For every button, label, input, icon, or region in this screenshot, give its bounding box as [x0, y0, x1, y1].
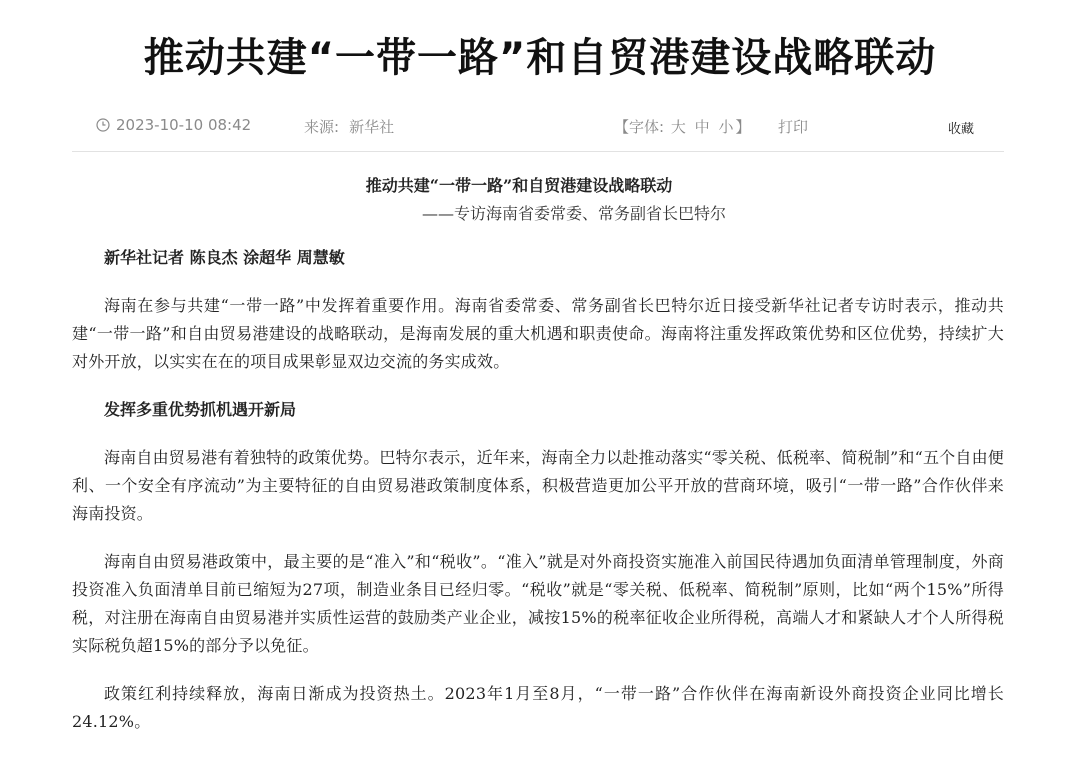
publish-datetime: 2023-10-10 08:42 — [116, 116, 252, 134]
article-sub-subtitle: ——专访海南省委常委、常务副省长巴特尔 — [421, 204, 726, 223]
font-size-label: 【字体: — [614, 118, 665, 136]
header-divider — [72, 151, 1004, 152]
font-size-medium-button[interactable]: 中 — [694, 118, 710, 136]
font-size-small-button[interactable]: 小 — [718, 118, 734, 136]
paragraph: 海南自由贸易港政策中，最主要的是“准入”和“税收”。“准入”就是对外商投资实施准入前国民待遇加负面清单管理制度，外商投资准入负面清单目前已缩短为27项，制造业条目已经归零。“税收”就是“零关税、低税率、简税制”原则，比如“两个15%”所得税，对注册在海南自由贸易港并实质性运营的鼓励类产业企业，减按15%的税率征收企业所得税，高端人才和紧缺人才个人所得税实际税负超15%的部分予以免征。 — [72, 552, 1004, 655]
byline: 新华社记者 陈良杰 涂超华 周慧敏 — [104, 248, 345, 267]
paragraph: 政策红利持续释放，海南日渐成为投资热土。2023年1月至8月，“一带一路”合作伙伴在海南新设外商投资企业同比增长24.12%。 — [72, 684, 1004, 731]
font-size-large-button[interactable]: 大 — [670, 118, 686, 136]
print-button[interactable]: 打印 — [778, 118, 809, 136]
article-meta-bar — [96, 112, 1004, 140]
article-body — [72, 172, 1004, 736]
publish-date — [96, 116, 251, 134]
font-size-close-bracket: 】 — [735, 118, 751, 136]
clock-icon — [96, 118, 110, 132]
article-source — [304, 116, 394, 137]
page-title: 推动共建“一带一路”和自贸港建设战略联动 — [143, 35, 937, 81]
paragraph: 海南自由贸易港有着独特的政策优势。巴特尔表示，近年来，海南全力以赴推动落实“零关税、低税率、简税制”和“五个自由便利、一个安全有序流动”为主要特征的自由贸易港政策制度体系，积极营造更加公平开放的营商环境，吸引“一带一路”合作伙伴来海南投资。 — [72, 448, 1004, 523]
article-subtitle: 推动共建“一带一路”和自贸港建设战略联动 — [365, 176, 673, 195]
favorite-button[interactable]: 收藏 — [948, 122, 975, 137]
source-value: 新华社 — [349, 118, 395, 136]
paragraph: 海南在参与共建“一带一路”中发挥着重要作用。海南省委常委、常务副省长巴特尔近日接受新华社记者专访时表示，推动共建“一带一路”和自由贸易港建设的战略联动，是海南发展的重大机遇和职责使命。海南将注重发挥政策优势和区位优势，持续扩大对外开放，以实实在在的项目成果彰显双边交流的务实成效。 — [72, 296, 1004, 371]
source-label: 来源: — [304, 118, 340, 136]
section-heading: 发挥多重优势抓机遇开新局 — [104, 400, 297, 419]
font-size-switcher — [614, 116, 750, 137]
